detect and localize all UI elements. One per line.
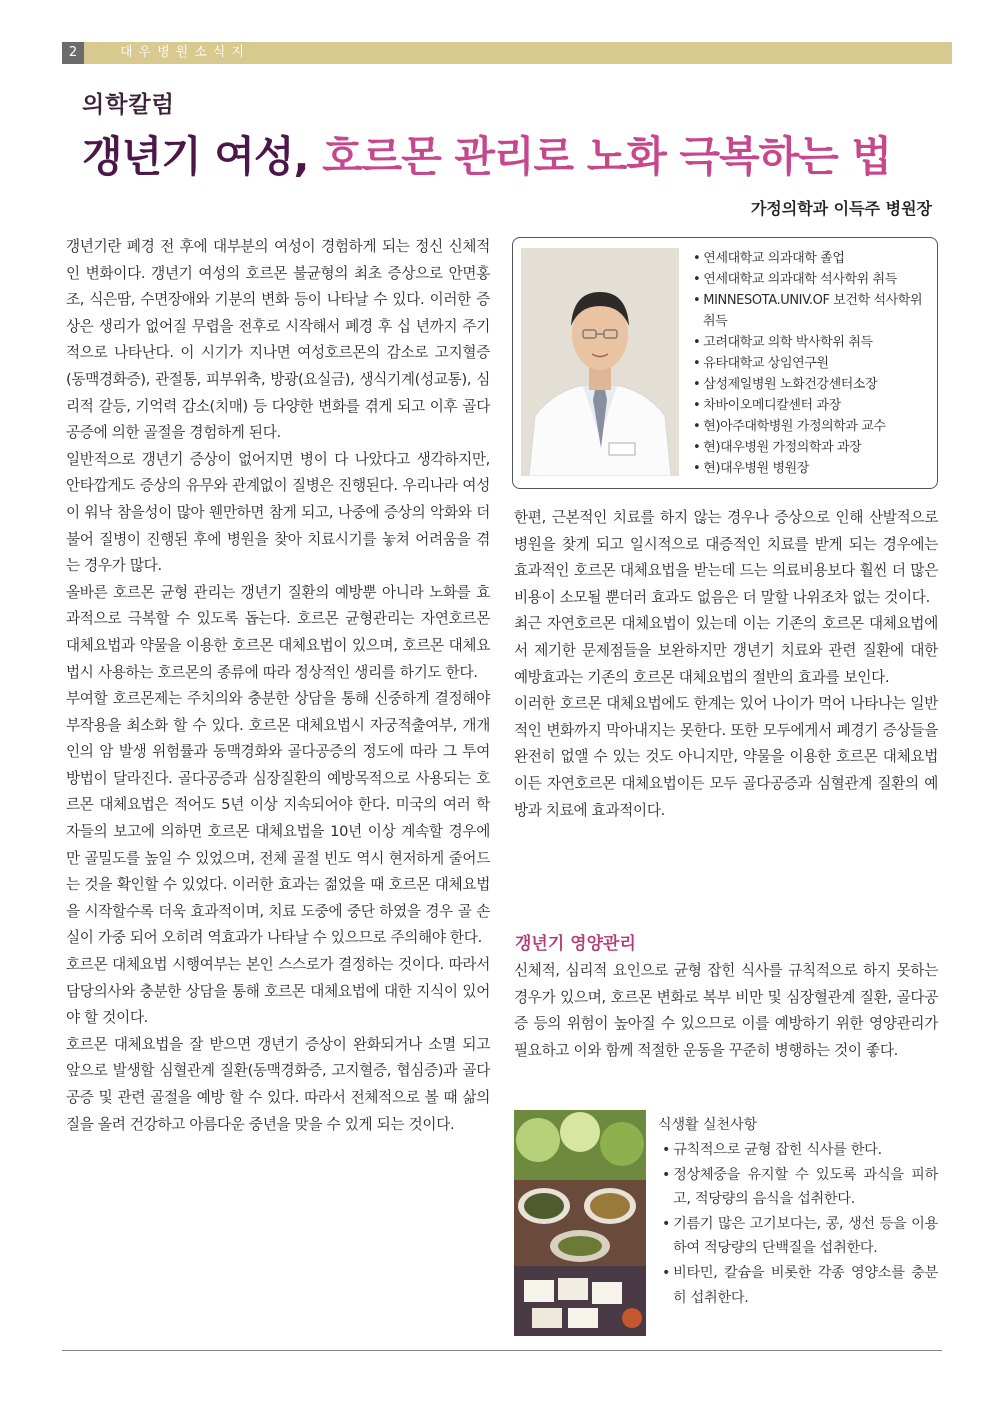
- credential-item: • 연세대학교 의과대학 졸업: [693, 248, 933, 269]
- column-label: 의학칼럼: [82, 92, 175, 118]
- credential-item: • 현)대우병원 가정의학과 과장: [693, 437, 933, 458]
- title-part-1: 갱년기 여성,: [82, 132, 309, 181]
- habit-item: • 규칙적으로 균형 잡힌 식사를 한다.: [662, 1138, 938, 1163]
- publication-name: 대우병원소식지: [120, 45, 250, 60]
- footer-divider: [62, 1350, 942, 1351]
- paragraph: 갱년기란 폐경 전 후에 대부분의 여성이 경험하게 되는 정신 신체적인 변화이다. 갱년기 여성의 호르몬 불균형의 최초 증상으로 안면홍조, 식은땀, 수면장애와 기분의 변화 등이 나타날 수 있다. 이러한 증상은 생리가 없어질 무렵을 전후로 시작해서 폐경 후 십 년까지 주기적으로 나타난다. 이 시기가 지나면 여성호르몬의 감소로 고지혈증(동맥경화증), 관절통, 피부위축, 방광(요실금), 생식기계(성교통), 심리적 갈등, 기억력 감소(치매) 등 다양한 변화를 겪게 되고 이후 골다공증에 의한 골절을 경험하게 된다.: [66, 238, 490, 442]
- paragraph: 호르몬 대체요법 시행여부는 본인 스스로가 결정하는 것이다. 따라서 담당의사와 충분한 상담을 통해 호르몬 대체요법에 대한 지식이 있어야 할 것이다.: [66, 956, 490, 1027]
- page-header-bar: [62, 42, 952, 64]
- habit-item: • 기름기 많은 고기보다는, 콩, 생선 등을 이용하여 적당량의 단백질을 섭취한다.: [662, 1212, 938, 1261]
- paragraph: 올바른 호르몬 균형 관리는 갱년기 질환의 예방뿐 아니라 노화를 효과적으로 극복할 수 있도록 돕는다. 호르몬 균형관리는 자연호르몬 대체요법과 약물을 이용한 호르몬 대체요법이 있으며, 호르몬 대체요법시 사용하는 호르몬의 종류에 따라 정상적인 생리를 하기도 한다.: [66, 583, 490, 681]
- credential-item: • 삼성제일병원 노화건강센터소장: [693, 374, 933, 395]
- habit-item: • 비타민, 칼슘을 비롯한 각종 영양소를 충분히 섭취한다.: [662, 1261, 938, 1310]
- habits-title: 식생활 실천사항: [658, 1117, 758, 1133]
- credential-item: • 고려대학교 의학 박사학위 취득: [693, 332, 933, 353]
- paragraph: 일반적으로 갱년기 증상이 없어지면 병이 다 나았다고 생각하지만, 안타깝게도 증상의 유무와 관계없이 질병은 진행된다. 우리나라 여성이 워낙 참을성이 많아 웬만하면 참게 되고, 나중에 증상의 악화와 더불어 질병이 진행된 후에 병원을 찾아 치료시기를 놓쳐 어려움을 겪는 경우가 많다.: [66, 450, 490, 575]
- article-right-column: [514, 505, 938, 824]
- habits-list: [662, 1138, 938, 1310]
- paragraph: 호르몬 대체요법을 잘 받으면 갱년기 증상이 완화되거나 소멸 되고 앞으로 발생할 심혈관계 질환(동맥경화증, 고지혈증, 협심증)과 골다공증 및 관련 골절을 예방 할 수 있다. 따라서 전체적으로 볼 때 삶의 질을 올려 건강하고 아름다운 중년을 맞을 수 있게 되는 것이다.: [66, 1035, 490, 1133]
- credential-item: • 현)대우병원 병원장: [693, 458, 933, 479]
- author-profile-box: [512, 237, 938, 489]
- food-photo: [514, 1110, 646, 1336]
- credentials-list: [693, 248, 933, 479]
- credential-item: • MINNESOTA.UNIV.OF 보건학 석사학위 취득: [693, 290, 933, 332]
- author-photo: [521, 248, 679, 476]
- paragraph: 최근 자연호르몬 대체요법이 있는데 이는 기존의 호르몬 대체요법에서 제기한 문제점들을 보완하지만 갱년기 치료와 관련 질환에 대한 예방효과는 기존의 호르몬 대체요법의 절반의 효과를 보인다.: [514, 615, 938, 686]
- credential-item: • 현)아주대학병원 가정의학과 교수: [693, 416, 933, 437]
- nutrition-section: [514, 958, 938, 1064]
- habit-item: • 정상체중을 유지할 수 있도록 과식을 피하고, 적당량의 음식을 섭취한다.: [662, 1163, 938, 1212]
- page-number: 2: [62, 42, 84, 64]
- paragraph: 이러한 호르몬 대체요법에도 한계는 있어 나이가 먹어 나타나는 일반적인 변화까지 막아내지는 못한다. 또한 모두에게서 폐경기 증상들을 완전히 없앨 수 있는 것도 아니지만, 약물을 이용한 호르몬 대체요법이든 자연호르몬 대체요법이든 모두 골다공증과 심혈관계 질환의 예방과 치료에 효과적이다.: [514, 695, 938, 819]
- title-part-2: 호르몬 관리로 노화 극복하는 법: [322, 132, 891, 181]
- nutrition-heading: 갱년기 영양관리: [515, 934, 636, 954]
- paragraph: 한편, 근본적인 치료를 하지 않는 경우나 증상으로 인해 산발적으로 병원을 찾게 되고 일시적으로 대증적인 치료를 받게 되는 경우에는 효과적인 호르몬 대체요법을 받는데 드는 의료비용보다 훨씬 더 많은 비용이 소모될 뿐더러 효과도 없음은 더 말할 나위조차 없는 것이다.: [514, 509, 938, 606]
- credential-item: • 차바이오메디칼센터 과장: [693, 395, 933, 416]
- article-left-column: [66, 234, 490, 1138]
- article-title: [82, 124, 982, 184]
- author-byline: 가정의학과 이득주 병원장: [750, 199, 932, 218]
- credential-item: • 연세대학교 의과대학 석사학위 취득: [693, 269, 933, 290]
- paragraph: 부여할 호르몬제는 주치의와 충분한 상담을 통해 신중하게 결정해야 부작용을 최소화 할 수 있다. 호르몬 대체요법시 자궁적출여부, 개개인의 암 발생 위험률과 동맥경화와 골다공증의 정도에 따라 그 투여방법이 달라진다. 골다공증과 심장질환의 예방목적으로 사용되는 호르몬 대체요법은 적어도 5년 이상 지속되어야 한다. 미국의 여러 학자들의 보고에 의하면 호르몬 대체요법을 10년 이상 계속할 경우에만 골밀도를 높일 수 있었으며, 전체 골절 빈도 역시 현저하게 줄어드는 것을 확인할 수 있었다. 이러한 효과는 젊었을 때 호르몬 대체요법을 시작할수록 더욱 효과적이며, 치료 도중에 중단 하였을 경우 골 손실이 가중 되어 오히려 역효과가 나타날 수 있으므로 주의해야 한다.: [66, 690, 490, 947]
- credential-item: • 유타대학교 상임연구원: [693, 353, 933, 374]
- paragraph: 신체적, 심리적 요인으로 균형 잡힌 식사를 규칙적으로 하지 못하는 경우가 있으며, 호르몬 변화로 복부 비만 및 심장혈관계 질환, 골다공증 등의 위험이 높아질 수 있으므로 이를 예방하기 위한 영양관리가 필요하고 이와 함께 적절한 운동을 꾸준히 병행하는 것이 좋다.: [514, 962, 938, 1059]
